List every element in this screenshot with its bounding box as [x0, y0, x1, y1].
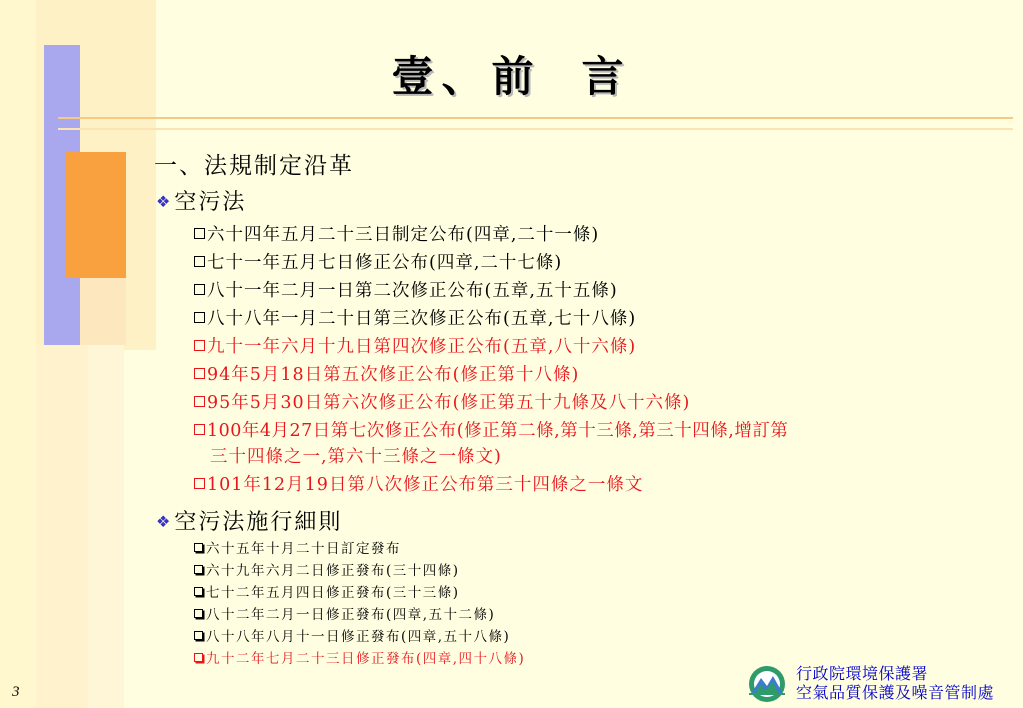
list-item [194, 361, 579, 386]
organization-name [796, 664, 994, 702]
list-item [194, 333, 636, 358]
list-item-text: 八十八年八月十一日修正發布(四章,五十八條) [206, 629, 511, 645]
bg-block [88, 345, 124, 708]
list-item [194, 625, 510, 645]
org-line-2: 空氣品質保護及噪音管制處 [796, 683, 995, 702]
list-item-text: 95年5月30日第六次修正公布(修正第五十九條及八十六條) [207, 393, 691, 413]
list-item-text: 八十八年一月二十日第三次修正公布(五章,七十八條) [207, 309, 637, 329]
bg-block [80, 278, 126, 345]
list-item-text: 101年12月19日第八次修正公布第三十四條之一條文 [207, 475, 644, 495]
bg-block [36, 345, 88, 708]
square-bullet-icon [194, 228, 205, 239]
square-bullet-icon [194, 587, 203, 596]
title-part: 言 [581, 52, 632, 101]
square-bullet-icon [194, 478, 205, 489]
list-item-text: 100年4月27日第七次修正公布(修正第二條,第十三條,第三十四條,增訂第 [207, 421, 789, 441]
square-bullet-icon [194, 609, 203, 618]
title-part: 壹、前 [391, 52, 542, 101]
list-item-text: 九十二年七月二十三日修正發布(四章,四十八條) [206, 651, 526, 667]
title-divider [58, 128, 1013, 130]
list-item [194, 647, 525, 667]
diamond-bullet-icon: ❖ [156, 192, 173, 211]
list-item [194, 221, 599, 246]
list-item [194, 537, 401, 557]
square-bullet-icon [194, 284, 205, 295]
square-bullet-icon [194, 256, 205, 267]
subsection-title [156, 185, 246, 216]
diamond-bullet-icon: ❖ [156, 512, 173, 531]
list-item [194, 417, 788, 442]
section-heading: 一、法規制定沿革 [154, 153, 354, 179]
square-bullet-icon [194, 312, 205, 323]
square-bullet-icon [194, 396, 205, 407]
subsection-label: 空污法施行細則 [174, 510, 343, 535]
list-item [194, 277, 618, 302]
page-number: 3 [12, 684, 20, 700]
list-item [194, 581, 460, 601]
list-item-text: 七十二年五月四日修正發布(三十三條) [206, 585, 460, 601]
list-item [194, 603, 495, 623]
list-item-text: 八十一年二月一日第二次修正公布(五章,五十五條) [207, 281, 618, 301]
square-bullet-icon [194, 424, 205, 435]
square-bullet-icon [194, 543, 203, 552]
title-divider [58, 117, 1013, 119]
org-line-1: 行政院環境保護署 [796, 664, 929, 683]
list-item-continuation: 三十四條之一,第六十三條之一條文) [210, 447, 502, 467]
subsection-label: 空污法 [174, 190, 247, 215]
list-item-text: 七十一年五月七日修正公布(四章,二十七條) [207, 253, 563, 273]
square-bullet-icon [194, 368, 205, 379]
page-title [0, 52, 1023, 101]
accent-bar-orange [66, 152, 126, 278]
list-item [194, 389, 690, 414]
list-item-text: 六十九年六月二日修正發布(三十四條) [206, 563, 460, 579]
epa-logo-icon [745, 664, 789, 704]
list-item [194, 471, 643, 496]
list-item [194, 559, 460, 579]
bg-stripe [0, 0, 36, 708]
square-bullet-icon [194, 565, 203, 574]
list-item-text: 六十四年五月二十三日制定公布(四章,二十一條) [207, 225, 600, 245]
list-item [194, 249, 562, 274]
square-bullet-icon [194, 631, 203, 640]
list-item-text: 六十五年十月二十日訂定發布 [206, 541, 401, 557]
subsection-title [156, 505, 342, 536]
square-bullet-icon [194, 653, 203, 662]
square-bullet-icon [194, 340, 205, 351]
list-item-text: 94年5月18日第五次修正公布(修正第十八條) [207, 365, 580, 385]
list-item [194, 305, 636, 330]
list-item-text: 九十一年六月十九日第四次修正公布(五章,八十六條) [207, 337, 637, 357]
list-item-text: 八十二年二月一日修正發布(四章,五十二條) [206, 607, 496, 623]
